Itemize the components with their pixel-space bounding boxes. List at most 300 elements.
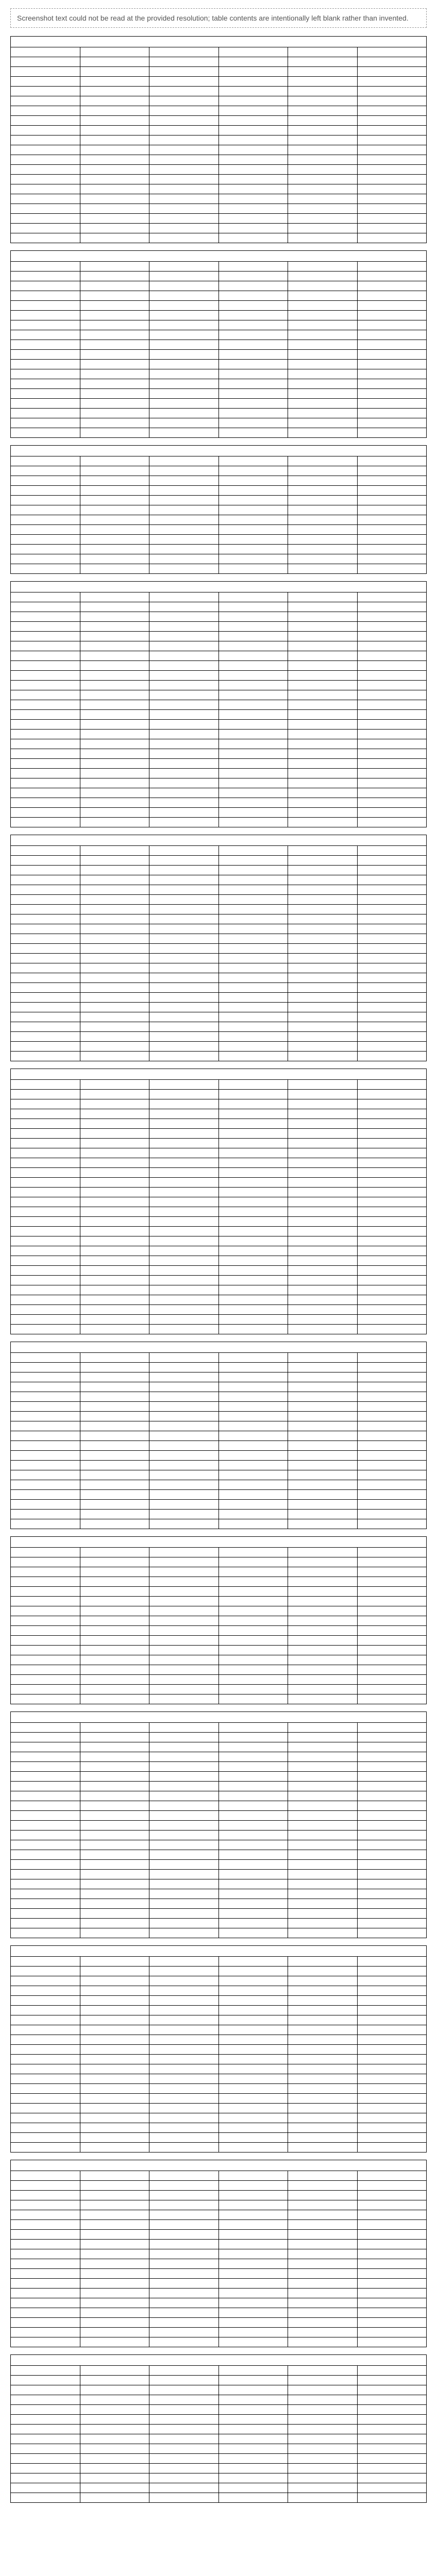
table-row xyxy=(11,739,427,749)
table-row xyxy=(11,496,427,505)
table-row xyxy=(11,1392,427,1402)
table-cell xyxy=(357,1831,427,1840)
table-row xyxy=(11,2337,427,2347)
table-cell xyxy=(357,67,427,77)
table-cell xyxy=(218,1022,288,1032)
table-cell xyxy=(149,1461,219,1470)
table-cell xyxy=(288,1928,358,1938)
table-cell xyxy=(11,535,80,545)
table-cell xyxy=(80,592,149,602)
table-cell xyxy=(11,759,80,769)
table-cell xyxy=(80,155,149,165)
table-cell xyxy=(11,135,80,145)
table-cell xyxy=(357,730,427,739)
table-row xyxy=(11,1587,427,1597)
table-cell xyxy=(80,1655,149,1665)
table-cell xyxy=(357,1646,427,1655)
table-cell xyxy=(11,866,80,875)
table-cell xyxy=(11,554,80,564)
table-cell xyxy=(288,2405,358,2415)
table-cell xyxy=(218,2259,288,2269)
table-cell xyxy=(218,651,288,661)
table-cell xyxy=(288,1889,358,1899)
table-cell xyxy=(357,2045,427,2055)
table-cell xyxy=(288,369,358,379)
table-cell xyxy=(11,895,80,905)
table-cell xyxy=(218,1080,288,1090)
table-row xyxy=(11,2094,427,2104)
table-cell xyxy=(149,379,219,389)
table-cell xyxy=(11,963,80,973)
table-cell xyxy=(288,224,358,233)
table-cell xyxy=(149,409,219,418)
table-cell xyxy=(149,496,219,505)
table-cell xyxy=(357,1665,427,1675)
table-cell xyxy=(80,496,149,505)
table-row xyxy=(11,399,427,409)
table-cell xyxy=(288,1052,358,1061)
table-cell xyxy=(357,2279,427,2289)
table-cell xyxy=(149,759,219,769)
table-cell xyxy=(218,993,288,1003)
table-cell xyxy=(11,1080,80,1090)
table-cell xyxy=(288,1801,358,1811)
table-row xyxy=(11,1139,427,1148)
table-cell xyxy=(149,700,219,710)
table-cell xyxy=(218,2483,288,2493)
table-row xyxy=(11,1675,427,1685)
table-cell xyxy=(80,1986,149,1996)
table-cell xyxy=(80,2405,149,2415)
table-cell xyxy=(357,2385,427,2395)
table-cell xyxy=(149,77,219,87)
table-cell xyxy=(218,1256,288,1266)
table-row xyxy=(11,379,427,389)
table-cell xyxy=(11,1772,80,1782)
table-cell xyxy=(11,1694,80,1704)
table-cell xyxy=(357,1421,427,1431)
table-cell xyxy=(218,126,288,135)
table-cell xyxy=(288,399,358,409)
table-row xyxy=(11,2298,427,2308)
table-cell xyxy=(288,1899,358,1909)
table-cell xyxy=(11,1519,80,1529)
table-cell xyxy=(11,1217,80,1227)
table-row xyxy=(11,2123,427,2133)
table-cell xyxy=(218,1032,288,1042)
table-cell xyxy=(218,2444,288,2454)
table-cell xyxy=(80,1889,149,1899)
table-cell xyxy=(218,914,288,924)
table-cell xyxy=(149,612,219,622)
table-cell xyxy=(357,1236,427,1246)
table-cell xyxy=(11,1733,80,1742)
table-cell xyxy=(288,1548,358,1557)
table-cell xyxy=(288,379,358,389)
table-cell xyxy=(11,564,80,574)
table-cell xyxy=(11,1567,80,1577)
table-cell xyxy=(11,126,80,135)
table-row xyxy=(11,360,427,369)
table-cell xyxy=(288,2376,358,2385)
table-cell xyxy=(80,311,149,320)
table-cell xyxy=(357,2240,427,2249)
table-cell xyxy=(218,1928,288,1938)
table-cell xyxy=(218,1207,288,1217)
roster-section xyxy=(10,250,427,438)
table-row xyxy=(11,564,427,574)
table-cell xyxy=(149,2104,219,2113)
table-cell xyxy=(80,301,149,311)
table-row xyxy=(11,1227,427,1236)
table-cell xyxy=(80,818,149,827)
table-cell xyxy=(218,350,288,360)
table-cell xyxy=(11,330,80,340)
table-cell xyxy=(11,1402,80,1412)
table-cell xyxy=(80,1052,149,1061)
table-cell xyxy=(218,2094,288,2104)
table-row xyxy=(11,651,427,661)
table-row xyxy=(11,262,427,272)
table-cell xyxy=(149,1197,219,1207)
table-cell xyxy=(357,1256,427,1266)
table-cell xyxy=(218,1119,288,1129)
table-cell xyxy=(11,2200,80,2210)
table-cell xyxy=(218,875,288,885)
table-cell xyxy=(357,769,427,778)
table-cell xyxy=(11,671,80,681)
table-cell xyxy=(288,769,358,778)
table-cell xyxy=(11,1587,80,1597)
table-cell xyxy=(218,1957,288,1967)
table-cell xyxy=(288,963,358,973)
table-cell xyxy=(218,2395,288,2405)
table-cell xyxy=(149,1850,219,1860)
table-cell xyxy=(218,106,288,116)
table-cell xyxy=(218,1860,288,1870)
table-cell xyxy=(149,1567,219,1577)
table-cell xyxy=(288,1090,358,1099)
table-cell xyxy=(288,1587,358,1597)
table-cell xyxy=(357,1392,427,1402)
table-cell xyxy=(149,592,219,602)
table-cell xyxy=(288,2171,358,2181)
table-row xyxy=(11,1510,427,1519)
table-cell xyxy=(357,1821,427,1831)
table-row xyxy=(11,2074,427,2084)
table-cell xyxy=(80,1372,149,1382)
table-cell xyxy=(357,1490,427,1500)
table-cell xyxy=(149,2337,219,2347)
table-cell xyxy=(149,1431,219,1441)
table-cell xyxy=(149,905,219,914)
table-cell xyxy=(288,944,358,954)
table-cell xyxy=(149,2298,219,2308)
table-cell xyxy=(288,418,358,428)
table-row xyxy=(11,1733,427,1742)
table-row xyxy=(11,1557,427,1567)
table-cell xyxy=(80,2104,149,2113)
table-cell xyxy=(288,1119,358,1129)
table-cell xyxy=(80,2444,149,2454)
table-cell xyxy=(218,272,288,281)
table-row xyxy=(11,2104,427,2113)
table-cell xyxy=(218,2200,288,2210)
table-cell xyxy=(357,2249,427,2259)
table-cell xyxy=(80,184,149,194)
table-cell xyxy=(80,2171,149,2181)
table-cell xyxy=(218,2133,288,2143)
table-row xyxy=(11,214,427,224)
table-cell xyxy=(149,301,219,311)
table-cell xyxy=(288,2200,358,2210)
table-cell xyxy=(80,1831,149,1840)
table-cell xyxy=(357,1032,427,1042)
table-row xyxy=(11,818,427,827)
table-cell xyxy=(218,1821,288,1831)
table-cell xyxy=(11,1129,80,1139)
table-cell xyxy=(357,545,427,554)
table-cell xyxy=(11,1665,80,1675)
table-cell xyxy=(80,2015,149,2025)
table-cell xyxy=(357,1870,427,1879)
table-cell xyxy=(357,301,427,311)
table-cell xyxy=(357,1197,427,1207)
table-cell xyxy=(11,1723,80,1733)
table-cell xyxy=(80,2415,149,2425)
table-cell xyxy=(11,730,80,739)
table-cell xyxy=(11,2220,80,2230)
table-cell xyxy=(11,2249,80,2259)
table-cell xyxy=(288,1500,358,1510)
table-cell xyxy=(288,145,358,155)
table-cell xyxy=(218,96,288,106)
table-row xyxy=(11,1372,427,1382)
table-row xyxy=(11,281,427,291)
section-title xyxy=(10,2160,427,2171)
table-cell xyxy=(288,2395,358,2405)
table-row xyxy=(11,1382,427,1392)
table-row xyxy=(11,1441,427,1451)
table-cell xyxy=(218,2006,288,2015)
table-cell xyxy=(80,1694,149,1704)
table-cell xyxy=(11,778,80,788)
table-cell xyxy=(288,2289,358,2298)
table-cell xyxy=(149,1782,219,1791)
table-row xyxy=(11,57,427,67)
table-cell xyxy=(80,1158,149,1168)
table-row xyxy=(11,895,427,905)
table-row xyxy=(11,224,427,233)
table-cell xyxy=(11,739,80,749)
roster-table xyxy=(10,456,427,574)
table-row xyxy=(11,1782,427,1791)
table-cell xyxy=(357,564,427,574)
table-cell xyxy=(218,1850,288,1860)
table-cell xyxy=(288,2045,358,2055)
table-cell xyxy=(11,340,80,350)
table-cell xyxy=(357,1217,427,1227)
table-cell xyxy=(80,1587,149,1597)
table-cell xyxy=(218,116,288,126)
table-cell xyxy=(357,2337,427,2347)
table-cell xyxy=(149,1236,219,1246)
table-row xyxy=(11,2181,427,2191)
table-cell xyxy=(80,1500,149,1510)
table-cell xyxy=(288,2035,358,2045)
table-cell xyxy=(288,2483,358,2493)
table-cell xyxy=(357,409,427,418)
table-cell xyxy=(149,67,219,77)
table-row xyxy=(11,875,427,885)
table-cell xyxy=(357,798,427,808)
table-cell xyxy=(11,96,80,106)
table-cell xyxy=(218,47,288,57)
table-cell xyxy=(149,1626,219,1636)
table-cell xyxy=(218,1402,288,1412)
table-cell xyxy=(11,1811,80,1821)
table-cell xyxy=(357,535,427,545)
table-row xyxy=(11,632,427,641)
table-row xyxy=(11,311,427,320)
table-cell xyxy=(218,1606,288,1616)
table-cell xyxy=(218,486,288,496)
table-row xyxy=(11,1119,427,1129)
table-cell xyxy=(288,2123,358,2133)
table-cell xyxy=(11,1821,80,1831)
table-cell xyxy=(288,934,358,944)
table-cell xyxy=(357,1879,427,1889)
table-cell xyxy=(11,2045,80,2055)
table-cell xyxy=(288,496,358,505)
table-cell xyxy=(149,1470,219,1480)
table-cell xyxy=(288,1168,358,1178)
table-cell xyxy=(288,1382,358,1392)
table-cell xyxy=(149,2415,219,2425)
table-cell xyxy=(80,1246,149,1256)
table-cell xyxy=(11,116,80,126)
table-cell xyxy=(11,2444,80,2454)
table-cell xyxy=(357,1772,427,1782)
table-cell xyxy=(11,944,80,954)
table-row xyxy=(11,1616,427,1626)
table-cell xyxy=(288,389,358,399)
table-cell xyxy=(80,1490,149,1500)
roster-section xyxy=(10,1342,427,1529)
table-cell xyxy=(218,924,288,934)
table-cell xyxy=(218,2415,288,2425)
table-cell xyxy=(288,1285,358,1295)
table-cell xyxy=(218,1090,288,1099)
table-cell xyxy=(288,661,358,671)
table-cell xyxy=(357,1119,427,1129)
table-cell xyxy=(80,808,149,818)
table-cell xyxy=(11,1325,80,1334)
table-row xyxy=(11,1305,427,1315)
table-cell xyxy=(11,1353,80,1363)
roster-table xyxy=(10,1352,427,1529)
table-cell xyxy=(288,1080,358,1090)
table-row xyxy=(11,1363,427,1372)
table-row xyxy=(11,301,427,311)
table-cell xyxy=(218,885,288,895)
table-cell xyxy=(149,116,219,126)
table-cell xyxy=(357,1597,427,1606)
table-cell xyxy=(11,1285,80,1295)
table-cell xyxy=(11,1986,80,1996)
table-cell xyxy=(11,2015,80,2025)
table-cell xyxy=(11,1850,80,1860)
table-cell xyxy=(218,983,288,993)
table-cell xyxy=(357,1109,427,1119)
table-cell xyxy=(218,1577,288,1587)
table-row xyxy=(11,1022,427,1032)
table-cell xyxy=(11,2473,80,2483)
table-cell xyxy=(357,1616,427,1626)
table-cell xyxy=(357,788,427,798)
table-cell xyxy=(149,194,219,204)
table-cell xyxy=(218,1919,288,1928)
table-cell xyxy=(11,973,80,983)
table-cell xyxy=(288,1646,358,1655)
table-cell xyxy=(218,2210,288,2220)
table-cell xyxy=(149,1577,219,1587)
table-cell xyxy=(11,1012,80,1022)
table-cell xyxy=(149,983,219,993)
table-cell xyxy=(149,369,219,379)
table-cell xyxy=(218,1285,288,1295)
table-row xyxy=(11,1003,427,1012)
table-cell xyxy=(149,895,219,905)
table-cell xyxy=(149,1080,219,1090)
table-cell xyxy=(218,554,288,564)
table-row xyxy=(11,1266,427,1276)
table-cell xyxy=(357,612,427,622)
table-cell xyxy=(80,1353,149,1363)
table-cell xyxy=(288,651,358,661)
table-cell xyxy=(218,671,288,681)
table-cell xyxy=(357,1480,427,1490)
table-cell xyxy=(11,545,80,554)
table-cell xyxy=(149,2084,219,2094)
table-cell xyxy=(149,1606,219,1616)
roster-section xyxy=(10,2354,427,2503)
table-cell xyxy=(357,486,427,496)
table-cell xyxy=(218,155,288,165)
table-row xyxy=(11,1451,427,1461)
table-cell xyxy=(218,934,288,944)
table-cell xyxy=(218,184,288,194)
table-row xyxy=(11,1909,427,1919)
table-cell xyxy=(357,651,427,661)
table-cell xyxy=(80,2366,149,2376)
table-cell xyxy=(218,1236,288,1246)
table-row xyxy=(11,1626,427,1636)
table-cell xyxy=(218,291,288,301)
table-cell xyxy=(11,1616,80,1626)
table-cell xyxy=(11,1957,80,1967)
table-cell xyxy=(288,116,358,126)
table-cell xyxy=(80,214,149,224)
table-cell xyxy=(11,2298,80,2308)
table-cell xyxy=(357,778,427,788)
table-cell xyxy=(80,905,149,914)
table-row xyxy=(11,2464,427,2473)
table-cell xyxy=(149,1480,219,1490)
table-cell xyxy=(218,1909,288,1919)
table-cell xyxy=(218,2191,288,2200)
table-cell xyxy=(149,554,219,564)
